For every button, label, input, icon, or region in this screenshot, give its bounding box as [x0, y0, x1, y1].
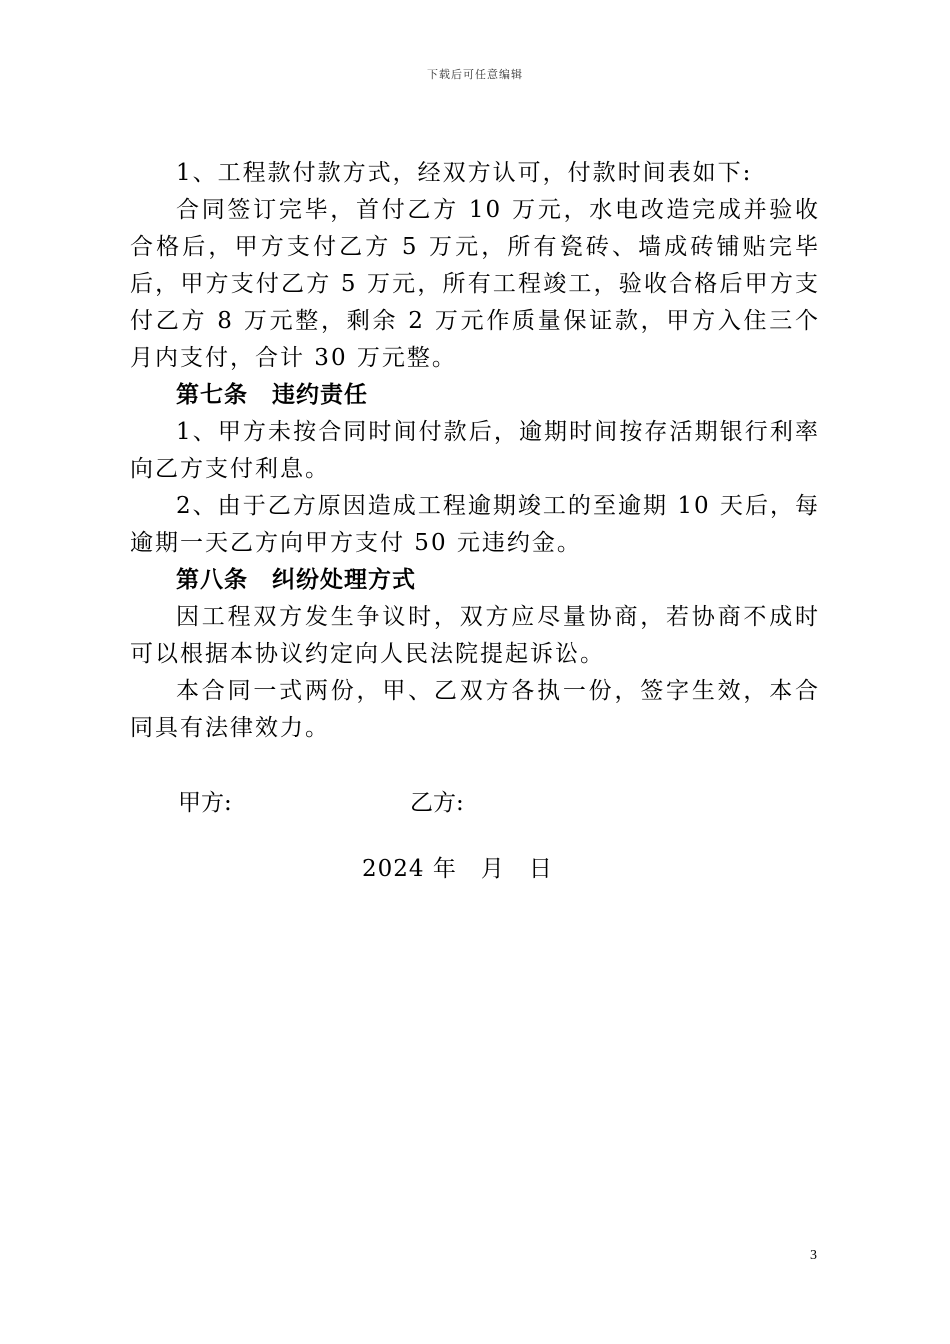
- payment-schedule-paragraph: 合同签订完毕，首付乙方 10 万元，水电改造完成并验收合格后，甲方支付乙方 5 万元，所有瓷砖、墙成砖铺贴完毕后，甲方支付乙方 5 万元，所有工程竣工，验收合格后甲方支付乙方 8 万元整，剩余 2 万元作质量保证款，甲方入住三个月内支付，合计 30 万元整。: [130, 197, 820, 371]
- dispute-resolution-clause: 因工程双方发生争议时，双方应尽量协商，若协商不成时可以根据本协议约定向人民法院提起诉讼。: [130, 604, 820, 667]
- party-b-signature-label: 乙方:: [410, 790, 464, 816]
- copies-validity-clause: 本合同一式两份，甲、乙双方各执一份，签字生效，本合同具有法律效力。: [130, 678, 820, 741]
- contract-body: [130, 155, 820, 747]
- page-header: 下载后可任意编辑: [427, 68, 523, 81]
- late-completion-clause: 2、由于乙方原因造成工程逾期竣工的至逾期 10 天后，每逾期一天乙方向甲方支付 50 元违约金。: [130, 493, 820, 556]
- article-8-heading: 第八条 纠纷处理方式: [176, 567, 416, 593]
- article-7-heading: 第七条 违约责任: [176, 382, 368, 408]
- page-number: 3: [810, 1248, 817, 1263]
- party-a-signature-label: 甲方:: [178, 790, 232, 816]
- payment-method-paragraph: 1、工程款付款方式，经双方认可，付款时间表如下:: [176, 160, 753, 186]
- late-payment-clause: 1、甲方未按合同时间付款后，逾期时间按存活期银行利率向乙方支付利息。: [130, 419, 820, 482]
- signing-date: 2024 年 月 日: [362, 856, 553, 882]
